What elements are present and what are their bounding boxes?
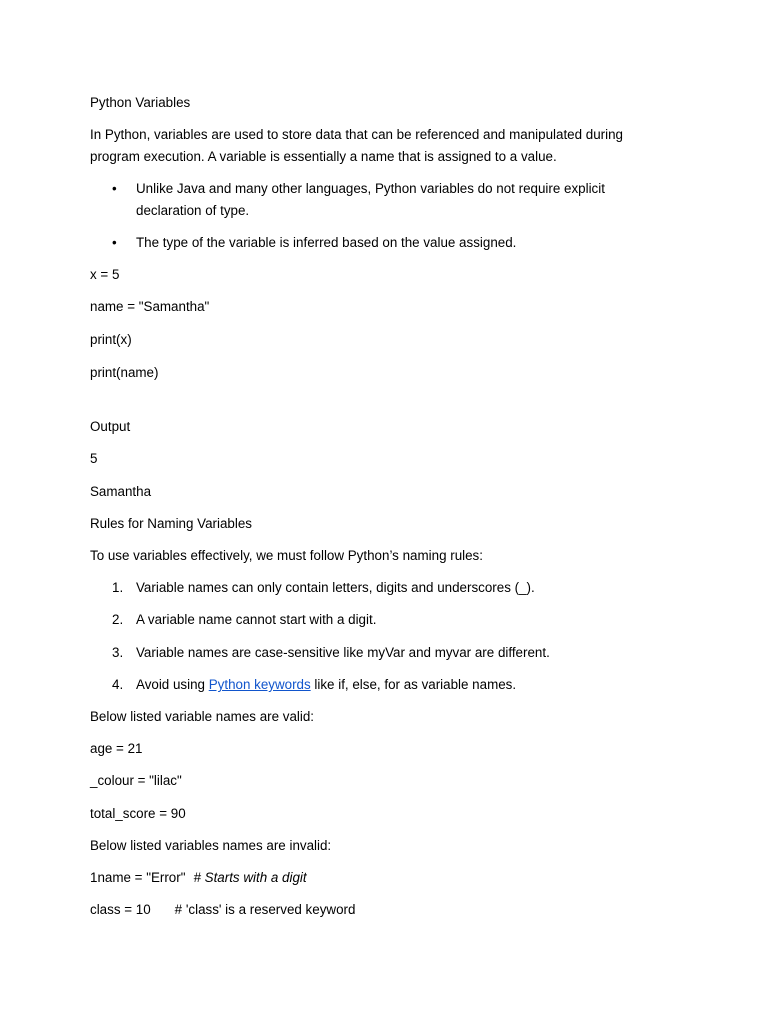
code-text: class = 10	[90, 902, 151, 917]
invalid-heading: Below listed variables names are invalid:	[90, 838, 332, 853]
list-number: 2.	[112, 612, 124, 627]
code-line: print(x)	[90, 332, 132, 347]
code-line: print(name)	[90, 365, 159, 380]
code-comment: # 'class' is a reserved keyword	[174, 902, 356, 917]
code-comment: # Starts with a digit	[193, 870, 307, 885]
code-line	[90, 867, 307, 889]
bullet-text: The type of the variable is inferred based on the value assigned.	[136, 235, 517, 250]
rule-text	[136, 674, 516, 696]
list-number: 3.	[112, 645, 124, 660]
code-line: age = 21	[90, 741, 143, 756]
rule-text: Variable names are case-sensitive like myVar and myvar are different.	[136, 645, 550, 660]
code-text: 1name = "Error"	[90, 870, 186, 885]
output-heading: Output	[90, 419, 131, 434]
code-line: x = 5	[90, 267, 120, 282]
valid-heading: Below listed variable names are valid:	[90, 709, 315, 724]
rule-text: A variable name cannot start with a digit.	[136, 612, 377, 627]
list-number: 1.	[112, 580, 124, 595]
bullet-text: Unlike Java and many other languages, Python variables do not require explicit declaration of type.	[136, 181, 605, 218]
rules-heading: Rules for Naming Variables	[90, 516, 252, 531]
list-number: 4.	[112, 677, 124, 692]
code-line: _colour = "lilac"	[90, 773, 182, 788]
page-title: Python Variables	[90, 95, 191, 110]
python-keywords-link[interactable]: Python keywords	[208, 677, 311, 692]
code-line: name = "Samantha"	[90, 299, 210, 314]
output-line: Samantha	[90, 484, 152, 499]
rule-text-post: like if, else, for as variable names.	[310, 677, 517, 692]
bullet-icon: •	[112, 235, 117, 250]
output-line: 5	[90, 451, 98, 466]
code-line	[90, 899, 355, 921]
intro-paragraph: In Python, variables are used to store data that can be referenced and manipulated during program execution. A variable is essentially a name that is assigned to a value.	[90, 127, 623, 164]
code-line: total_score = 90	[90, 806, 186, 821]
bullet-icon: •	[112, 181, 117, 196]
rule-text: Variable names can only contain letters, digits and underscores (_).	[136, 580, 535, 595]
rule-text-pre: Avoid using	[136, 677, 209, 692]
rules-intro: To use variables effectively, we must follow Python’s naming rules:	[90, 548, 483, 563]
